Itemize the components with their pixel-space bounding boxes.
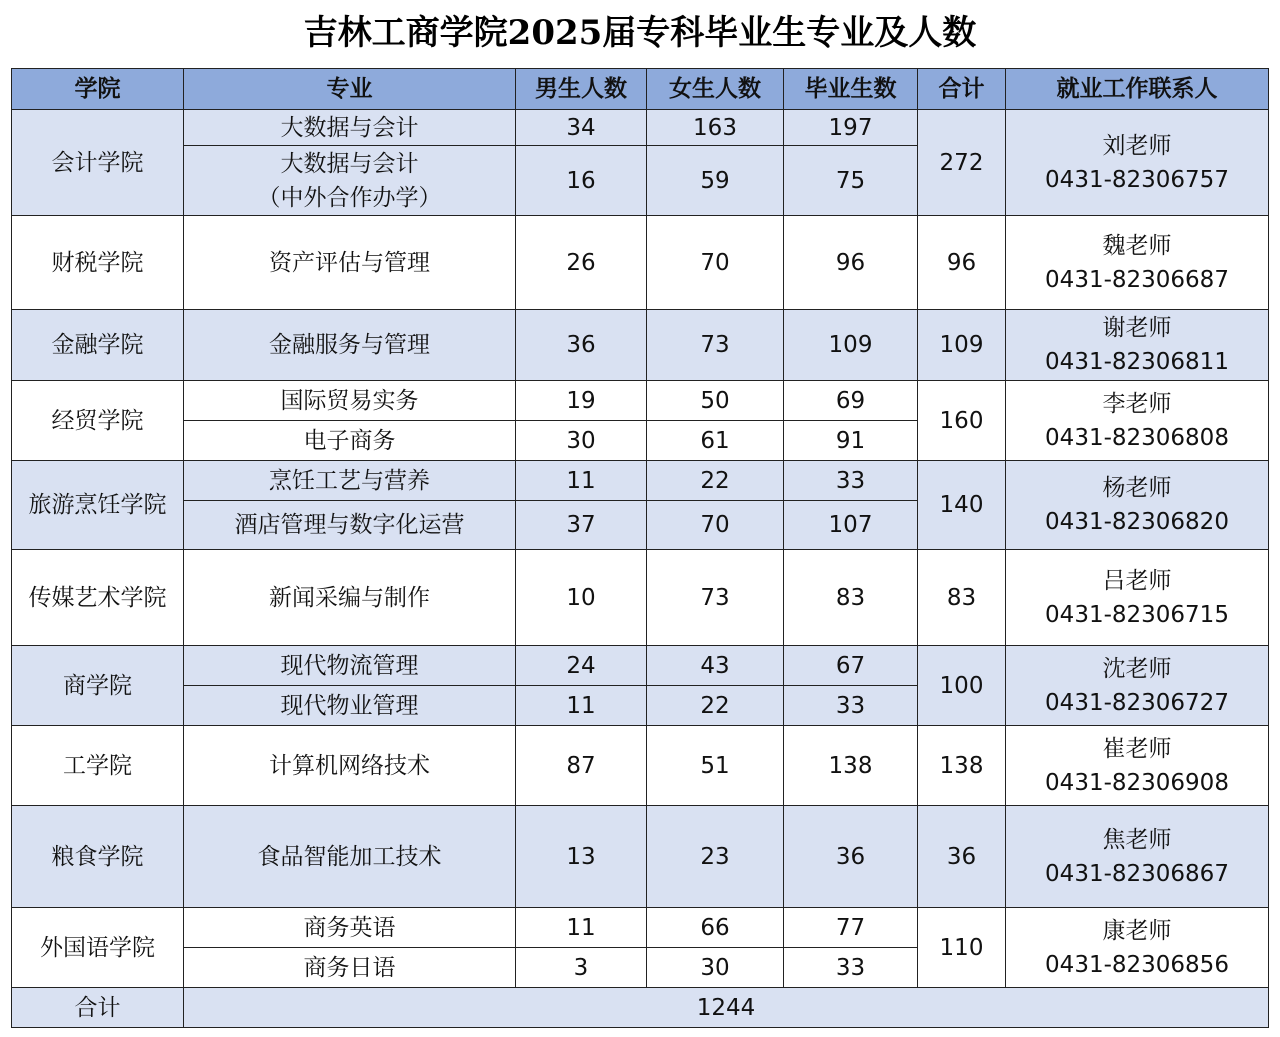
major-cell: 食品智能加工技术: [184, 806, 516, 908]
male-cell: 13: [516, 806, 647, 908]
grads-cell: 33: [784, 461, 918, 501]
major-cell: 金融服务与管理: [184, 310, 516, 381]
female-cell: 22: [647, 461, 784, 501]
header-row: [12, 69, 1269, 110]
female-cell: 50: [647, 381, 784, 421]
male-cell: 30: [516, 421, 647, 461]
grads-cell: 33: [784, 686, 918, 726]
major-cell: 资产评估与管理: [184, 216, 516, 310]
major-cell: 现代物业管理: [184, 686, 516, 726]
sum-cell: 109: [918, 310, 1006, 381]
contact-phone: 0431-82306856: [1045, 951, 1229, 978]
table-row: [12, 726, 1269, 806]
sum-cell: 272: [918, 110, 1006, 216]
major-note: （中外合作办学）: [257, 184, 442, 211]
college-cell: 旅游烹饪学院: [12, 461, 184, 550]
table-row: [12, 908, 1269, 948]
grads-cell: 109: [784, 310, 918, 381]
female-cell: 163: [647, 110, 784, 146]
contact-cell: [1006, 726, 1269, 806]
contact-phone: 0431-82306820: [1045, 509, 1229, 535]
contact-name: 焦老师: [1102, 826, 1172, 853]
college-cell: 工学院: [12, 726, 184, 806]
total-row: [12, 988, 1269, 1028]
male-cell: 16: [516, 146, 647, 216]
grads-cell: 77: [784, 908, 918, 948]
header-contact: 就业工作联系人: [1006, 69, 1269, 110]
grads-cell: 36: [784, 806, 918, 908]
sum-cell: 96: [918, 216, 1006, 310]
contact-phone: 0431-82306687: [1045, 266, 1229, 293]
table-row: [12, 310, 1269, 381]
male-cell: 34: [516, 110, 647, 146]
grads-cell: 67: [784, 646, 918, 686]
male-cell: 11: [516, 686, 647, 726]
page-title: 吉林工商学院2025届专科毕业生专业及人数: [303, 13, 977, 53]
male-cell: 11: [516, 461, 647, 501]
grads-cell: 138: [784, 726, 918, 806]
major-cell: 商务英语: [184, 908, 516, 948]
female-cell: 30: [647, 948, 784, 988]
contact-cell: [1006, 806, 1269, 908]
contact-cell: [1006, 216, 1269, 310]
major-cell: 烹饪工艺与营养: [184, 461, 516, 501]
contact-cell: [1006, 310, 1269, 381]
female-cell: 70: [647, 216, 784, 310]
college-cell: 金融学院: [12, 310, 184, 381]
contact-cell: [1006, 908, 1269, 988]
major-cell: 计算机网络技术: [184, 726, 516, 806]
total-value: 1244: [184, 988, 1269, 1028]
contact-name: 吕老师: [1102, 567, 1172, 594]
contact-name: 刘老师: [1102, 132, 1172, 159]
female-cell: 51: [647, 726, 784, 806]
total-label: 合计: [12, 988, 184, 1028]
male-cell: 36: [516, 310, 647, 381]
male-cell: 24: [516, 646, 647, 686]
contact-name: 康老师: [1102, 917, 1172, 944]
contact-cell: [1006, 110, 1269, 216]
major-cell: 现代物流管理: [184, 646, 516, 686]
major-cell: 酒店管理与数字化运营: [184, 501, 516, 550]
grads-cell: 96: [784, 216, 918, 310]
contact-name: 谢老师: [1102, 315, 1172, 341]
major-cell: 新闻采编与制作: [184, 550, 516, 646]
college-cell: 财税学院: [12, 216, 184, 310]
contact-phone: 0431-82306811: [1045, 349, 1229, 375]
college-cell: 会计学院: [12, 110, 184, 216]
male-cell: 19: [516, 381, 647, 421]
header-male: 男生人数: [516, 69, 647, 110]
sum-cell: 36: [918, 806, 1006, 908]
contact-name: 杨老师: [1102, 475, 1172, 501]
grads-cell: 33: [784, 948, 918, 988]
major-cell: 电子商务: [184, 421, 516, 461]
female-cell: 73: [647, 550, 784, 646]
female-cell: 61: [647, 421, 784, 461]
table-row: [12, 806, 1269, 908]
male-cell: 10: [516, 550, 647, 646]
male-cell: 11: [516, 908, 647, 948]
contact-name: 李老师: [1102, 390, 1172, 417]
major-cell: 国际贸易实务: [184, 381, 516, 421]
college-cell: 经贸学院: [12, 381, 184, 461]
female-cell: 23: [647, 806, 784, 908]
female-cell: 43: [647, 646, 784, 686]
contact-cell: [1006, 461, 1269, 550]
female-cell: 70: [647, 501, 784, 550]
contact-phone: 0431-82306808: [1045, 424, 1229, 451]
female-cell: 59: [647, 146, 784, 216]
male-cell: 26: [516, 216, 647, 310]
contact-phone: 0431-82306757: [1045, 166, 1229, 193]
contact-name: 魏老师: [1102, 232, 1172, 259]
college-cell: 外国语学院: [12, 908, 184, 988]
sum-cell: 100: [918, 646, 1006, 726]
college-cell: 粮食学院: [12, 806, 184, 908]
header-major: 专业: [184, 69, 516, 110]
major-cell: 商务日语: [184, 948, 516, 988]
contact-name: 沈老师: [1102, 655, 1172, 682]
table-row: [12, 216, 1269, 310]
header-grads: 毕业生数: [784, 69, 918, 110]
grads-cell: 83: [784, 550, 918, 646]
contact-cell: [1006, 550, 1269, 646]
major-cell: 大数据与会计: [184, 110, 516, 146]
major-name: 大数据与会计: [280, 150, 419, 177]
graduates-table: [11, 68, 1269, 1028]
female-cell: 22: [647, 686, 784, 726]
contact-name: 崔老师: [1102, 735, 1172, 762]
table-row: [12, 646, 1269, 686]
sum-cell: 110: [918, 908, 1006, 988]
sum-cell: 140: [918, 461, 1006, 550]
table-row: [12, 550, 1269, 646]
grads-cell: 91: [784, 421, 918, 461]
contact-phone: 0431-82306908: [1045, 769, 1229, 796]
male-cell: 37: [516, 501, 647, 550]
college-cell: 传媒艺术学院: [12, 550, 184, 646]
female-cell: 73: [647, 310, 784, 381]
grads-cell: 197: [784, 110, 918, 146]
major-cell: [184, 146, 516, 216]
grads-cell: 107: [784, 501, 918, 550]
sum-cell: 83: [918, 550, 1006, 646]
grads-cell: 69: [784, 381, 918, 421]
header-college: 学院: [12, 69, 184, 110]
header-sum: 合计: [918, 69, 1006, 110]
male-cell: 87: [516, 726, 647, 806]
table-row: [12, 461, 1269, 501]
contact-phone: 0431-82306727: [1045, 689, 1229, 716]
male-cell: 3: [516, 948, 647, 988]
grads-cell: 75: [784, 146, 918, 216]
table-row: [12, 381, 1269, 421]
college-cell: 商学院: [12, 646, 184, 726]
sum-cell: 160: [918, 381, 1006, 461]
header-female: 女生人数: [647, 69, 784, 110]
table-row: [12, 110, 1269, 146]
contact-phone: 0431-82306867: [1045, 860, 1229, 887]
contact-phone: 0431-82306715: [1045, 601, 1229, 628]
contact-cell: [1006, 381, 1269, 461]
female-cell: 66: [647, 908, 784, 948]
sum-cell: 138: [918, 726, 1006, 806]
contact-cell: [1006, 646, 1269, 726]
